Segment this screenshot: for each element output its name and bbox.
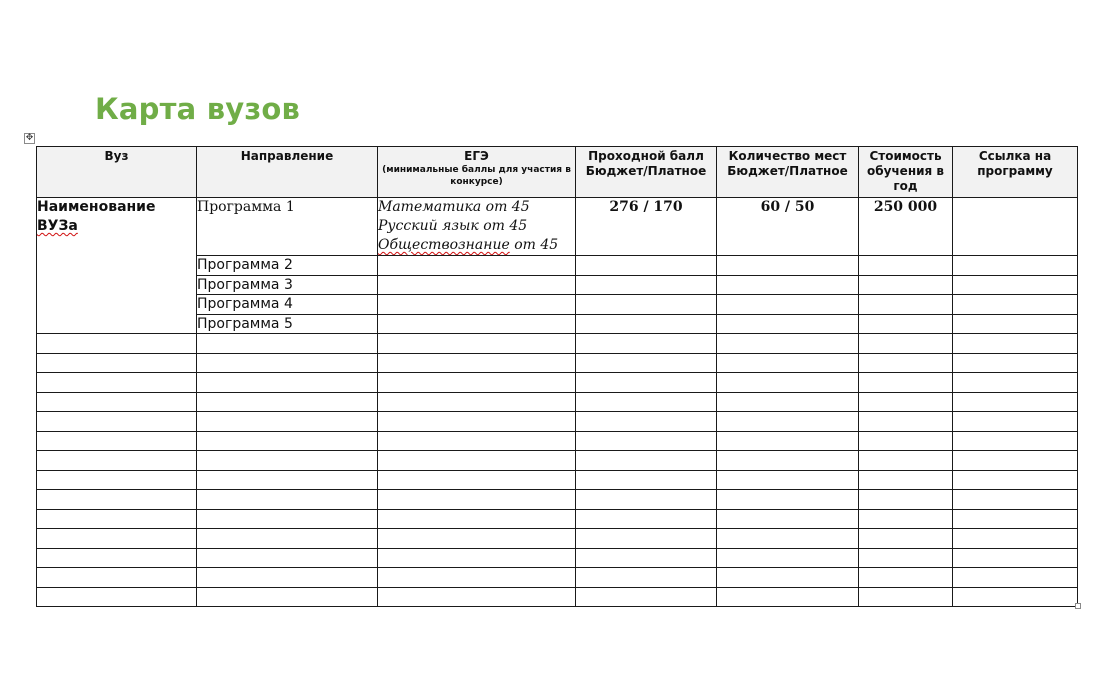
program-cell[interactable]: Программа 2 <box>197 256 378 276</box>
empty-cell[interactable] <box>576 490 717 510</box>
empty-cell[interactable] <box>197 587 378 607</box>
empty-cell[interactable] <box>859 470 953 490</box>
empty-cell[interactable] <box>953 392 1078 412</box>
ege-subject-name: Математика <box>378 199 482 215</box>
header-ege-label: ЕГЭ <box>464 149 489 163</box>
empty-cell[interactable] <box>37 373 197 393</box>
empty-cell[interactable] <box>717 431 859 451</box>
empty-cell[interactable] <box>378 392 576 412</box>
empty-cell[interactable] <box>37 470 197 490</box>
empty-cell[interactable] <box>378 587 576 607</box>
program-cell[interactable]: Программа 1 <box>197 198 378 256</box>
ege-subject-min: от 45 <box>483 218 528 234</box>
empty-cell[interactable] <box>37 334 197 354</box>
empty-cell[interactable] <box>197 568 378 588</box>
ege-subject-name: Русский язык <box>378 218 479 234</box>
header-ege-subtitle: (минимальные баллы для участия в конкурсе) <box>382 165 571 187</box>
seats-cell[interactable]: 60 / 50 <box>717 198 859 256</box>
empty-cell[interactable] <box>576 275 717 295</box>
program-cell[interactable]: Программа 5 <box>197 314 378 334</box>
empty-cell[interactable] <box>378 451 576 471</box>
empty-cell[interactable] <box>717 314 859 334</box>
empty-cell[interactable] <box>37 529 197 549</box>
table-row <box>37 353 1078 373</box>
empty-cell[interactable] <box>37 412 197 432</box>
empty-cell[interactable] <box>197 529 378 549</box>
empty-cell[interactable] <box>717 490 859 510</box>
empty-cell[interactable] <box>197 470 378 490</box>
empty-cell[interactable] <box>717 568 859 588</box>
empty-cell[interactable] <box>37 509 197 529</box>
table-row <box>37 490 1078 510</box>
empty-cell[interactable] <box>859 314 953 334</box>
table-row <box>37 529 1078 549</box>
empty-cell[interactable] <box>953 470 1078 490</box>
table-resize-handle-icon[interactable] <box>1075 603 1081 609</box>
empty-cell[interactable] <box>576 470 717 490</box>
ege-subject-social <box>378 236 575 255</box>
page-title: Карта вузов <box>95 92 301 126</box>
empty-cell[interactable] <box>953 256 1078 276</box>
ege-subject-math <box>378 198 575 217</box>
program-cell[interactable]: Программа 4 <box>197 295 378 315</box>
pass-score-cell[interactable]: 276 / 170 <box>576 198 717 256</box>
university-name-part1: Наименование <box>37 199 156 215</box>
table-row <box>37 412 1078 432</box>
empty-cell[interactable] <box>576 334 717 354</box>
header-direction[interactable]: Направление <box>197 147 378 198</box>
empty-cell[interactable] <box>37 451 197 471</box>
empty-cell[interactable] <box>859 295 953 315</box>
empty-cell[interactable] <box>197 392 378 412</box>
empty-cell[interactable] <box>859 529 953 549</box>
empty-cell[interactable] <box>576 431 717 451</box>
universities-table <box>36 146 1078 607</box>
empty-cell[interactable] <box>378 568 576 588</box>
empty-cell[interactable] <box>37 490 197 510</box>
empty-cell[interactable] <box>576 314 717 334</box>
empty-cell[interactable] <box>197 431 378 451</box>
empty-cell[interactable] <box>953 548 1078 568</box>
empty-cell[interactable] <box>859 334 953 354</box>
empty-cell[interactable] <box>953 568 1078 588</box>
empty-cell[interactable] <box>859 275 953 295</box>
empty-cell[interactable] <box>717 334 859 354</box>
empty-cell[interactable] <box>953 353 1078 373</box>
empty-cell[interactable] <box>717 587 859 607</box>
empty-cell[interactable] <box>717 373 859 393</box>
empty-cell[interactable] <box>953 314 1078 334</box>
header-vuz[interactable]: Вуз <box>37 147 197 198</box>
empty-cell[interactable] <box>378 548 576 568</box>
empty-cell[interactable] <box>378 509 576 529</box>
empty-cell[interactable] <box>717 451 859 471</box>
empty-cell[interactable] <box>378 412 576 432</box>
empty-cell[interactable] <box>717 509 859 529</box>
empty-cell[interactable] <box>953 412 1078 432</box>
empty-cell[interactable] <box>717 256 859 276</box>
empty-rows <box>37 334 1078 607</box>
empty-cell[interactable] <box>576 295 717 315</box>
empty-cell[interactable] <box>953 587 1078 607</box>
link-cell[interactable] <box>953 198 1078 256</box>
header-seats[interactable]: Количество мест Бюджет/Платное <box>717 147 859 198</box>
empty-cell[interactable] <box>197 490 378 510</box>
empty-cell[interactable] <box>37 353 197 373</box>
table-row <box>37 587 1078 607</box>
empty-cell[interactable] <box>197 451 378 471</box>
table-move-handle-icon[interactable]: ✥ <box>25 133 34 143</box>
table-row <box>37 431 1078 451</box>
empty-cell[interactable] <box>953 490 1078 510</box>
empty-cell[interactable] <box>37 431 197 451</box>
empty-cell[interactable] <box>859 509 953 529</box>
university-name-part2: ВУЗа <box>37 218 78 234</box>
empty-cell[interactable] <box>576 568 717 588</box>
empty-cell[interactable] <box>859 256 953 276</box>
ege-subject-russian <box>378 217 575 236</box>
empty-cell[interactable] <box>197 373 378 393</box>
empty-cell[interactable] <box>197 509 378 529</box>
empty-cell[interactable] <box>37 587 197 607</box>
table-row <box>37 548 1078 568</box>
empty-cell[interactable] <box>953 373 1078 393</box>
table-row <box>37 373 1078 393</box>
empty-cell[interactable] <box>378 314 576 334</box>
empty-cell[interactable] <box>953 509 1078 529</box>
empty-cell[interactable] <box>576 412 717 432</box>
empty-cell[interactable] <box>378 295 576 315</box>
empty-cell[interactable] <box>378 256 576 276</box>
empty-cell[interactable] <box>37 392 197 412</box>
empty-cell[interactable] <box>197 334 378 354</box>
empty-cell[interactable] <box>953 529 1078 549</box>
header-link[interactable]: Ссылка на программу <box>953 147 1078 198</box>
empty-cell[interactable] <box>576 392 717 412</box>
university-name-cell[interactable] <box>37 198 197 334</box>
empty-cell[interactable] <box>953 275 1078 295</box>
empty-cell[interactable] <box>717 275 859 295</box>
header-pass-score[interactable]: Проходной балл Бюджет/Платное <box>576 147 717 198</box>
empty-cell[interactable] <box>378 334 576 354</box>
empty-cell[interactable] <box>859 353 953 373</box>
empty-cell[interactable] <box>378 373 576 393</box>
empty-cell[interactable] <box>859 451 953 471</box>
empty-cell[interactable] <box>953 334 1078 354</box>
empty-cell[interactable] <box>717 412 859 432</box>
empty-cell[interactable] <box>37 548 197 568</box>
empty-cell[interactable] <box>953 451 1078 471</box>
cost-cell[interactable]: 250 000 <box>859 198 953 256</box>
empty-cell[interactable] <box>37 568 197 588</box>
table-row <box>37 509 1078 529</box>
empty-cell[interactable] <box>859 548 953 568</box>
empty-cell[interactable] <box>378 431 576 451</box>
empty-cell[interactable] <box>378 529 576 549</box>
ege-subject-min: от 45 <box>485 199 530 215</box>
empty-cell[interactable] <box>197 548 378 568</box>
empty-cell[interactable] <box>717 295 859 315</box>
table-row <box>37 198 1078 256</box>
program-cell[interactable]: Программа 3 <box>197 275 378 295</box>
empty-cell[interactable] <box>576 509 717 529</box>
table-row <box>37 334 1078 354</box>
table-row <box>37 392 1078 412</box>
empty-cell[interactable] <box>378 353 576 373</box>
empty-cell[interactable] <box>378 490 576 510</box>
empty-cell[interactable] <box>576 353 717 373</box>
empty-cell[interactable] <box>576 373 717 393</box>
empty-cell[interactable] <box>717 470 859 490</box>
empty-cell[interactable] <box>717 353 859 373</box>
empty-cell[interactable] <box>953 431 1078 451</box>
ege-cell[interactable] <box>378 198 576 256</box>
ege-subject-name: Обществознание <box>378 237 510 253</box>
empty-cell[interactable] <box>197 353 378 373</box>
table-row <box>37 451 1078 471</box>
empty-cell[interactable] <box>859 412 953 432</box>
empty-cell[interactable] <box>859 392 953 412</box>
empty-cell[interactable] <box>859 568 953 588</box>
empty-cell[interactable] <box>859 431 953 451</box>
header-ege[interactable] <box>378 147 576 198</box>
empty-cell[interactable] <box>576 548 717 568</box>
empty-cell[interactable] <box>378 275 576 295</box>
empty-cell[interactable] <box>717 548 859 568</box>
table-row <box>37 568 1078 588</box>
empty-cell[interactable] <box>197 412 378 432</box>
table-row <box>37 470 1078 490</box>
empty-cell[interactable] <box>576 529 717 549</box>
header-row <box>37 147 1078 198</box>
empty-cell[interactable] <box>859 373 953 393</box>
empty-cell[interactable] <box>378 470 576 490</box>
empty-cell[interactable] <box>717 392 859 412</box>
ege-subject-min: от 45 <box>514 237 559 253</box>
header-cost[interactable]: Стоимость обучения в год <box>859 147 953 198</box>
empty-cell[interactable] <box>859 490 953 510</box>
empty-cell[interactable] <box>576 587 717 607</box>
empty-cell[interactable] <box>717 529 859 549</box>
empty-cell[interactable] <box>953 295 1078 315</box>
empty-cell[interactable] <box>859 587 953 607</box>
empty-cell[interactable] <box>576 256 717 276</box>
empty-cell[interactable] <box>576 451 717 471</box>
